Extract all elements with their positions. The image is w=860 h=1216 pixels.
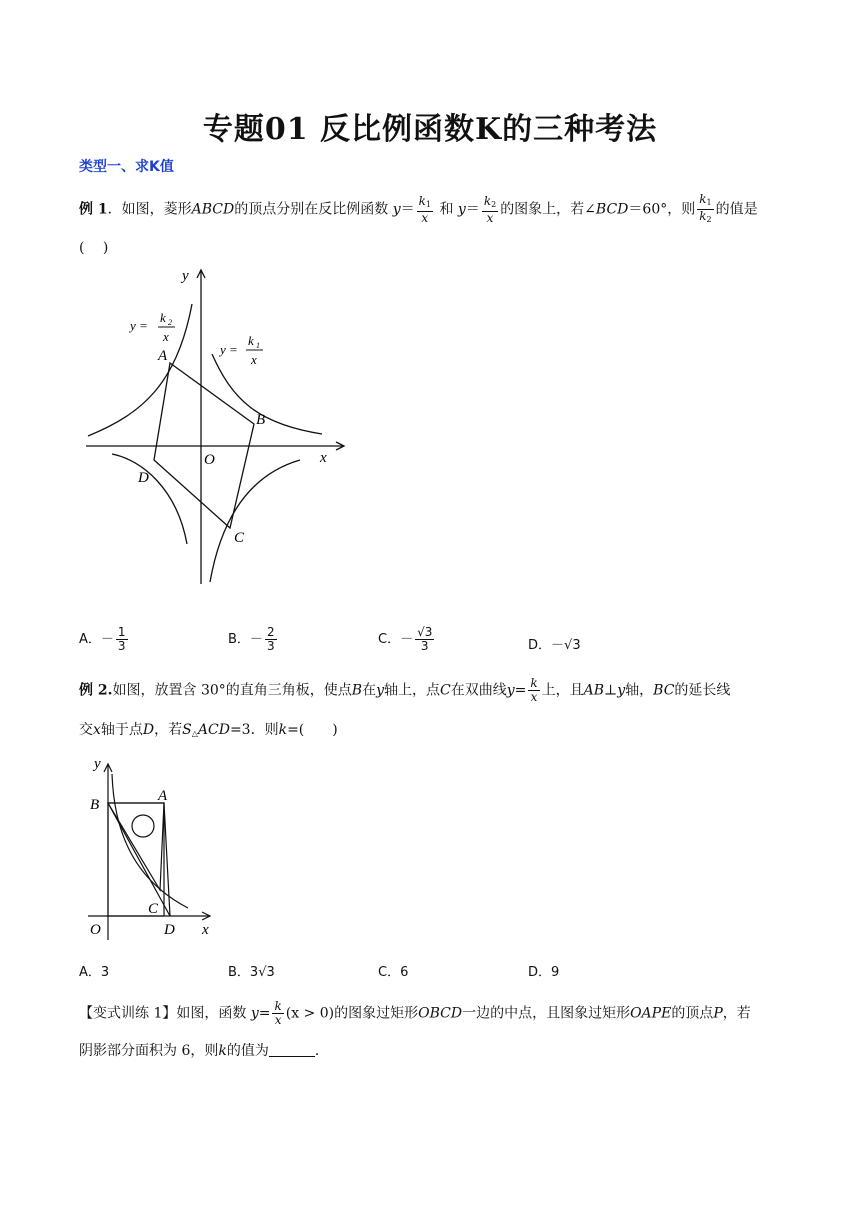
option-c[interactable] — [378, 961, 408, 980]
x: x — [486, 210, 494, 225]
option-letter: B． — [228, 965, 250, 980]
variant-1-text — [79, 1000, 789, 1027]
text: 的图象过矩形 — [334, 1005, 419, 1022]
option-c[interactable] — [378, 626, 436, 653]
label-B: B — [90, 797, 100, 813]
example-2-text — [79, 677, 789, 704]
option-d[interactable] — [528, 634, 581, 653]
option-letter: C． — [378, 632, 401, 647]
example-1-text — [79, 193, 789, 226]
line-bc-extension — [108, 803, 170, 916]
page-title: 专题01 反比例函数K的三种考法 — [202, 112, 658, 147]
option-sign: － — [249, 632, 263, 647]
text: 上，且 — [541, 682, 584, 699]
num: √3 — [417, 625, 433, 639]
text: =3．则 — [229, 722, 279, 738]
board-hole — [132, 815, 154, 837]
text: 如图，函数 — [176, 1005, 247, 1022]
var: B — [351, 682, 363, 699]
var: S — [182, 722, 192, 738]
option-value: 9 — [551, 965, 560, 980]
option-letter: B． — [228, 632, 250, 647]
text: ＝60°，则 — [628, 201, 696, 218]
example-1-label: 例 1 — [79, 201, 108, 218]
label-k2-den: x — [163, 329, 169, 344]
text: 的值为 — [226, 1043, 269, 1059]
var: y — [617, 682, 626, 699]
label-fy-k2: y = — [130, 318, 148, 333]
text: 的图象上，若∠ — [500, 201, 596, 218]
text: ．如图，菱形 — [107, 201, 192, 218]
text: 轴于点 — [100, 722, 143, 738]
sub: 2 — [491, 199, 497, 209]
rectangle — [108, 803, 164, 916]
option-fraction — [265, 626, 277, 653]
num: 2 — [266, 625, 275, 639]
text: 一边的中点，且图象过矩形 — [462, 1005, 631, 1022]
var-abcd: ABCD — [191, 201, 235, 218]
fraction-k-over-x — [528, 677, 539, 704]
example-2-text-line2 — [79, 720, 789, 744]
curve-k1-upper — [212, 354, 322, 434]
curve-k2-lower — [112, 454, 187, 544]
option-letter: C． — [378, 965, 401, 980]
text: ，若 — [154, 722, 183, 738]
answer-blank[interactable] — [269, 1042, 315, 1057]
label-C: C — [148, 901, 159, 917]
num: 1 — [117, 625, 126, 639]
var: k — [278, 722, 288, 738]
sub: 1 — [706, 198, 712, 207]
den: 3 — [266, 639, 275, 653]
sub: 2 — [706, 215, 712, 224]
fraction-k1-over-x — [417, 195, 433, 225]
option-fraction — [415, 626, 434, 653]
var-y: y — [457, 201, 466, 218]
text: =( ) — [287, 722, 338, 738]
var: P — [713, 1005, 723, 1022]
fraction-k1-over-k2 — [697, 193, 713, 226]
text: 的延长线 — [674, 682, 731, 699]
k: k — [699, 209, 707, 223]
sub: 1 — [425, 199, 431, 209]
text: 轴上，点 — [383, 682, 440, 699]
label-A: A — [158, 788, 168, 804]
label-D: D — [138, 470, 149, 486]
label-k1-num: k — [248, 333, 254, 348]
label-O: O — [204, 452, 215, 468]
text: ． — [314, 1043, 329, 1059]
option-fraction — [116, 626, 128, 653]
label-x: x — [320, 450, 327, 466]
option-value: 3√3 — [249, 965, 275, 980]
triangle-symbol: △ — [191, 729, 198, 738]
var-y: y — [392, 201, 401, 218]
text: 轴， — [625, 682, 654, 699]
example-2-label: 例 2. — [79, 682, 113, 699]
triangle-board — [108, 803, 164, 890]
var: y — [250, 1005, 259, 1022]
den: 3 — [117, 639, 126, 653]
option-sign: － — [100, 632, 114, 647]
option-d[interactable] — [528, 961, 559, 980]
variant-1-text-line2 — [79, 1041, 789, 1061]
section-heading: 类型一、求K值 — [79, 159, 174, 175]
text: 在 — [362, 682, 377, 699]
example-1-paren: ( ) — [79, 240, 109, 256]
option-letter: D． — [528, 638, 552, 653]
label-k1-den: x — [251, 352, 257, 367]
text: 阴影部分面积为 6，则 — [79, 1043, 219, 1059]
fraction-k2-over-x — [482, 195, 498, 225]
x: x — [530, 690, 538, 704]
example-1-figure — [82, 264, 350, 590]
eq: = — [258, 1005, 271, 1022]
eq: ＝ — [465, 201, 480, 218]
option-value: √3 — [564, 638, 581, 653]
label-B: B — [256, 412, 266, 428]
fraction-k-over-x — [272, 1000, 283, 1027]
label-k2-num: k — [160, 310, 166, 325]
hyperbola — [112, 774, 188, 908]
option-sign: － — [551, 638, 565, 653]
x: x — [421, 210, 429, 225]
option-b[interactable] — [228, 626, 279, 653]
text: 的顶点分别在反比例函数 — [234, 201, 389, 218]
text: 和 — [439, 201, 454, 218]
var: x — [93, 722, 101, 738]
label-D: D — [164, 922, 175, 938]
text: ⊥ — [604, 682, 618, 699]
option-value: 3 — [100, 965, 110, 980]
text: 的顶点 — [671, 1005, 714, 1022]
option-a[interactable] — [79, 961, 109, 980]
option-b[interactable] — [228, 961, 275, 980]
label-fy-k1: y = — [220, 342, 238, 357]
text: ，若 — [722, 1005, 751, 1022]
var: y — [506, 682, 515, 699]
k: k — [274, 999, 282, 1013]
eq: = — [514, 682, 527, 699]
option-letter: A． — [79, 965, 101, 980]
var: y — [376, 682, 384, 699]
var: OAPE — [630, 1005, 672, 1022]
k: k — [483, 193, 492, 208]
label-x: x — [202, 922, 209, 938]
k: k — [418, 193, 426, 208]
k: k — [530, 676, 538, 690]
var-bcd: BCD — [595, 201, 629, 218]
eq: ＝ — [400, 201, 415, 218]
text: 在双曲线 — [450, 682, 507, 699]
option-letter: A． — [79, 632, 101, 647]
example-2-figure — [84, 752, 224, 942]
label-y: y — [94, 756, 101, 772]
label-k2-sub: 2 — [168, 318, 172, 327]
var: k — [218, 1043, 227, 1059]
curve-k1-lower — [210, 460, 300, 582]
var: D — [142, 722, 155, 738]
text: 交 — [79, 722, 93, 738]
var: AB — [583, 682, 605, 699]
option-value: 6 — [400, 965, 409, 980]
label-k1-sub: 1 — [256, 341, 260, 350]
var: OBCD — [418, 1005, 463, 1022]
text: 的值是 — [715, 201, 758, 218]
label-O: O — [90, 922, 101, 938]
variant-label: 【变式训练 1】 — [79, 1005, 177, 1022]
var: BC — [653, 682, 675, 699]
var: ACD — [197, 722, 230, 738]
label-y: y — [182, 268, 189, 284]
label-C: C — [234, 530, 245, 546]
k: k — [699, 192, 707, 206]
condition: (x > 0) — [285, 1005, 335, 1022]
option-sign: － — [400, 632, 414, 647]
label-A: A — [158, 348, 168, 364]
x: x — [274, 1013, 282, 1027]
option-letter: D． — [528, 965, 552, 980]
var: C — [439, 682, 451, 699]
text: 如图，放置含 30°的直角三角板，使点 — [112, 682, 352, 699]
line-ad — [164, 803, 170, 916]
option-a[interactable] — [79, 626, 130, 653]
den: 3 — [420, 639, 429, 653]
